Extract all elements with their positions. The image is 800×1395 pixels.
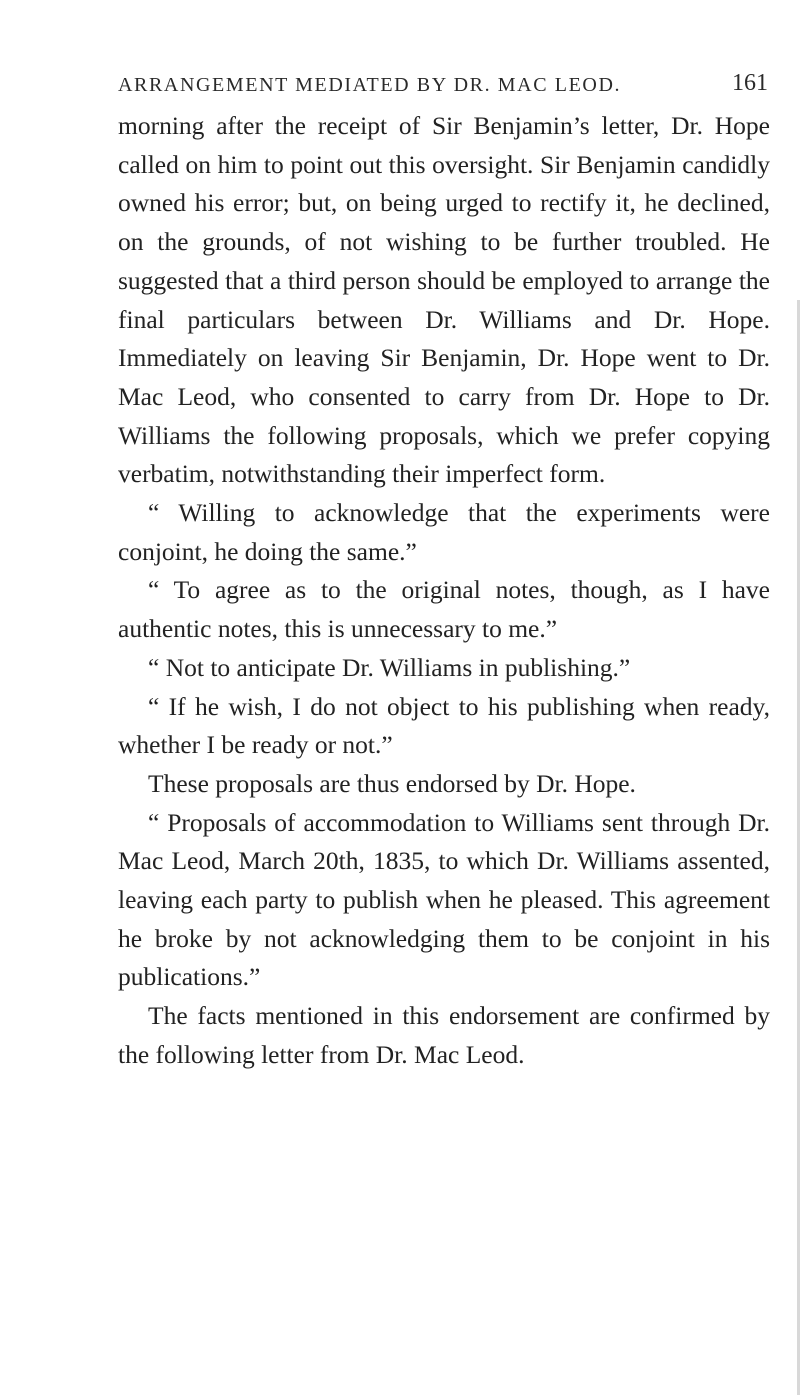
paragraph: “ Proposals of accommodation to Williams sent through Dr. Mac Leod, March 20th, 1835, to which Dr. Williams assented, leaving each party to publish when he pleased. This agreement he broke by not acknowledging them to be conjoint in his publications.”: [118, 807, 770, 992]
running-title: ARRANGEMENT MEDIATED BY DR. MAC LEOD.: [118, 74, 622, 96]
paragraph: “ Willing to acknowledge that the experiments were conjoint, he doing the same.”: [118, 498, 770, 566]
paragraph: The facts mentioned in this endorsement are confirmed by the following letter from Dr. Mac Leod.: [118, 1001, 770, 1069]
paragraph: “ Not to anticipate Dr. Williams in publishing.”: [148, 652, 631, 682]
paragraph: These proposals are thus endorsed by Dr. Hope.: [148, 768, 636, 798]
paragraph: morning after the receipt of Sir Benjamin’s letter, Dr. Hope called on him to point out this oversight. Sir Benjamin candidly owned his error; but, on being urged to rectify it, he declined, on the grounds, of not wishing to be further troubled. He suggested that a third person should be employed to arrange the final particulars between Dr. Williams and Dr. Hope. Immediately on leaving Sir Benjamin, Dr. Hope went to Dr. Mac Leod, who consented to carry from Dr. Hope to Dr. Williams the following proposals, which we prefer copying verbatim, notwithstanding their imperfect form.: [118, 111, 770, 489]
paragraph: “ If he wish, I do not object to his publishing when ready, whether I be ready or not.”: [118, 691, 770, 760]
paragraph: “ To agree as to the original notes, though, as I have authentic notes, this is unnecessary to me.”: [118, 575, 770, 644]
running-header: [118, 70, 768, 100]
body-text: [118, 107, 770, 1075]
page-number: 161: [732, 70, 768, 96]
